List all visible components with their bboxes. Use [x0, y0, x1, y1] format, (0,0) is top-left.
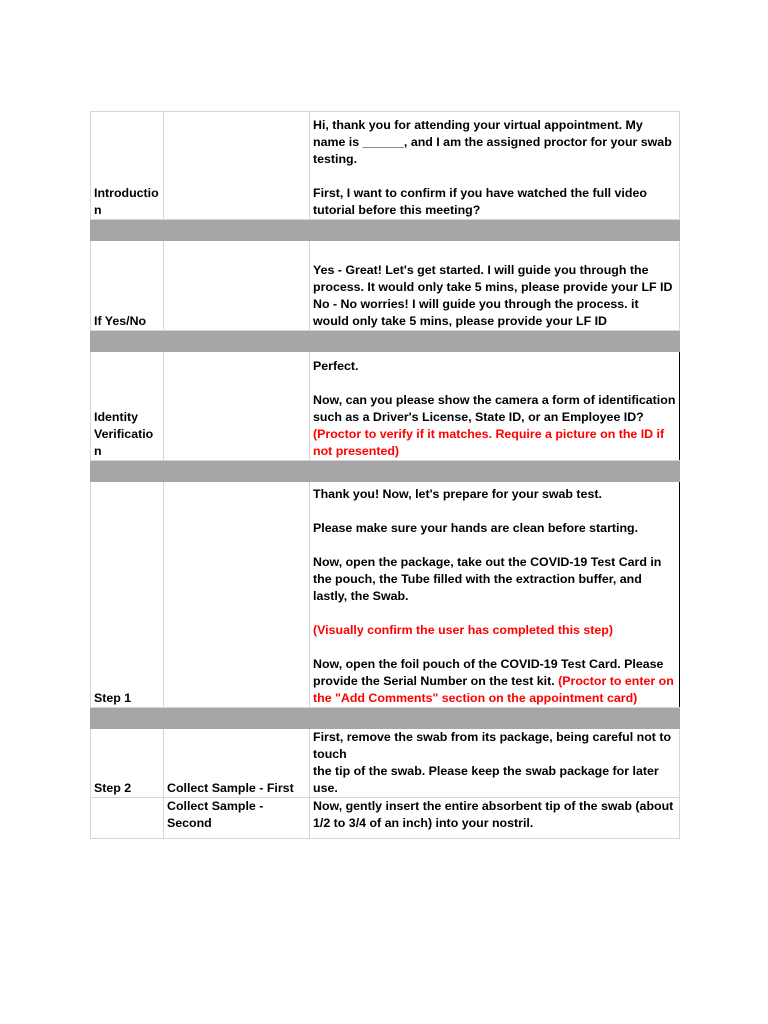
row-label-if-yes-no: If Yes/No [91, 241, 164, 331]
row-action-step-2: Collect Sample - First [164, 729, 310, 798]
proctor-note: (Proctor to enter on the "Add Comments" section on the appointment card) [313, 674, 674, 705]
row-script-step-2 [310, 729, 680, 798]
row-script-step-1 [310, 482, 680, 708]
row-label-identity-verification: Identity Verification [91, 352, 164, 461]
script-line: the tip of the swab. Please keep the swab package for later use. [313, 764, 659, 795]
separator-row [91, 220, 680, 241]
row-action-collect-sample-second: Collect Sample - Second [164, 798, 310, 839]
script-line: Perfect. [313, 359, 359, 373]
table-row-introduction [91, 112, 680, 220]
script-line: Now, can you please show the camera a form of identification such as a Driver's License, State ID, or an Employee ID? (Proctor to verify if it matches. Require a picture on the ID if not presented) [313, 393, 676, 458]
row-action-empty [164, 241, 310, 331]
table-row-if-yes-no [91, 241, 680, 331]
row-action-empty [164, 352, 310, 461]
script-line: Now, gently insert the entire absorbent tip of the swab (about 1/2 to 3/4 of an inch) into your nostril. [313, 799, 674, 830]
row-action-empty [164, 112, 310, 220]
separator-row [91, 708, 680, 729]
script-line-no: No - No worries! I will guide you through the process. it would only take 5 mins, please provide your LF ID [313, 297, 639, 328]
row-action-empty [164, 482, 310, 708]
table-row-collect-sample-second [91, 798, 680, 839]
separator-row [91, 461, 680, 482]
script-line-yes: Yes - Great! Let's get started. I will guide you through the process. It would only take 5 mins, please provide your LF ID [313, 263, 673, 294]
table-row-step-1 [91, 482, 680, 708]
row-label-step-1: Step 1 [91, 482, 164, 708]
row-label-step-2: Step 2 [91, 729, 164, 798]
proctor-note: (Proctor to verify if it matches. Require a picture on the ID if not presented) [313, 427, 665, 458]
proctor-script-table [90, 111, 680, 839]
script-line: Please make sure your hands are clean before starting. [313, 521, 639, 535]
row-script-introduction [310, 112, 680, 220]
row-label-empty [91, 798, 164, 839]
table-row-step-2 [91, 729, 680, 798]
script-line: Now, open the foil pouch of the COVID-19 Test Card. Please provide the Serial Number on the test kit. (Proctor to enter on the "Add Comments" section on the appointment card) [313, 657, 674, 705]
row-label-introduction: Introduction [91, 112, 164, 220]
script-line: First, I want to confirm if you have watched the full video tutorial before this meeting? [313, 186, 647, 217]
separator-row [91, 331, 680, 352]
script-line: First, remove the swab from its package, being careful not to touch [313, 730, 672, 761]
proctor-note: (Visually confirm the user has completed this step) [313, 623, 613, 637]
row-script-identity-verification [310, 352, 680, 461]
script-line: Now, open the package, take out the COVID-19 Test Card in the pouch, the Tube filled with the extraction buffer, and lastly, the Swab. [313, 555, 662, 603]
row-script-collect-sample-second [310, 798, 680, 839]
script-line: Thank you! Now, let's prepare for your swab test. [313, 487, 602, 501]
row-script-if-yes-no [310, 241, 680, 331]
table-row-identity-verification [91, 352, 680, 461]
script-line: Hi, thank you for attending your virtual appointment. My name is ______, and I am the assigned proctor for your swab testing. [313, 118, 672, 166]
